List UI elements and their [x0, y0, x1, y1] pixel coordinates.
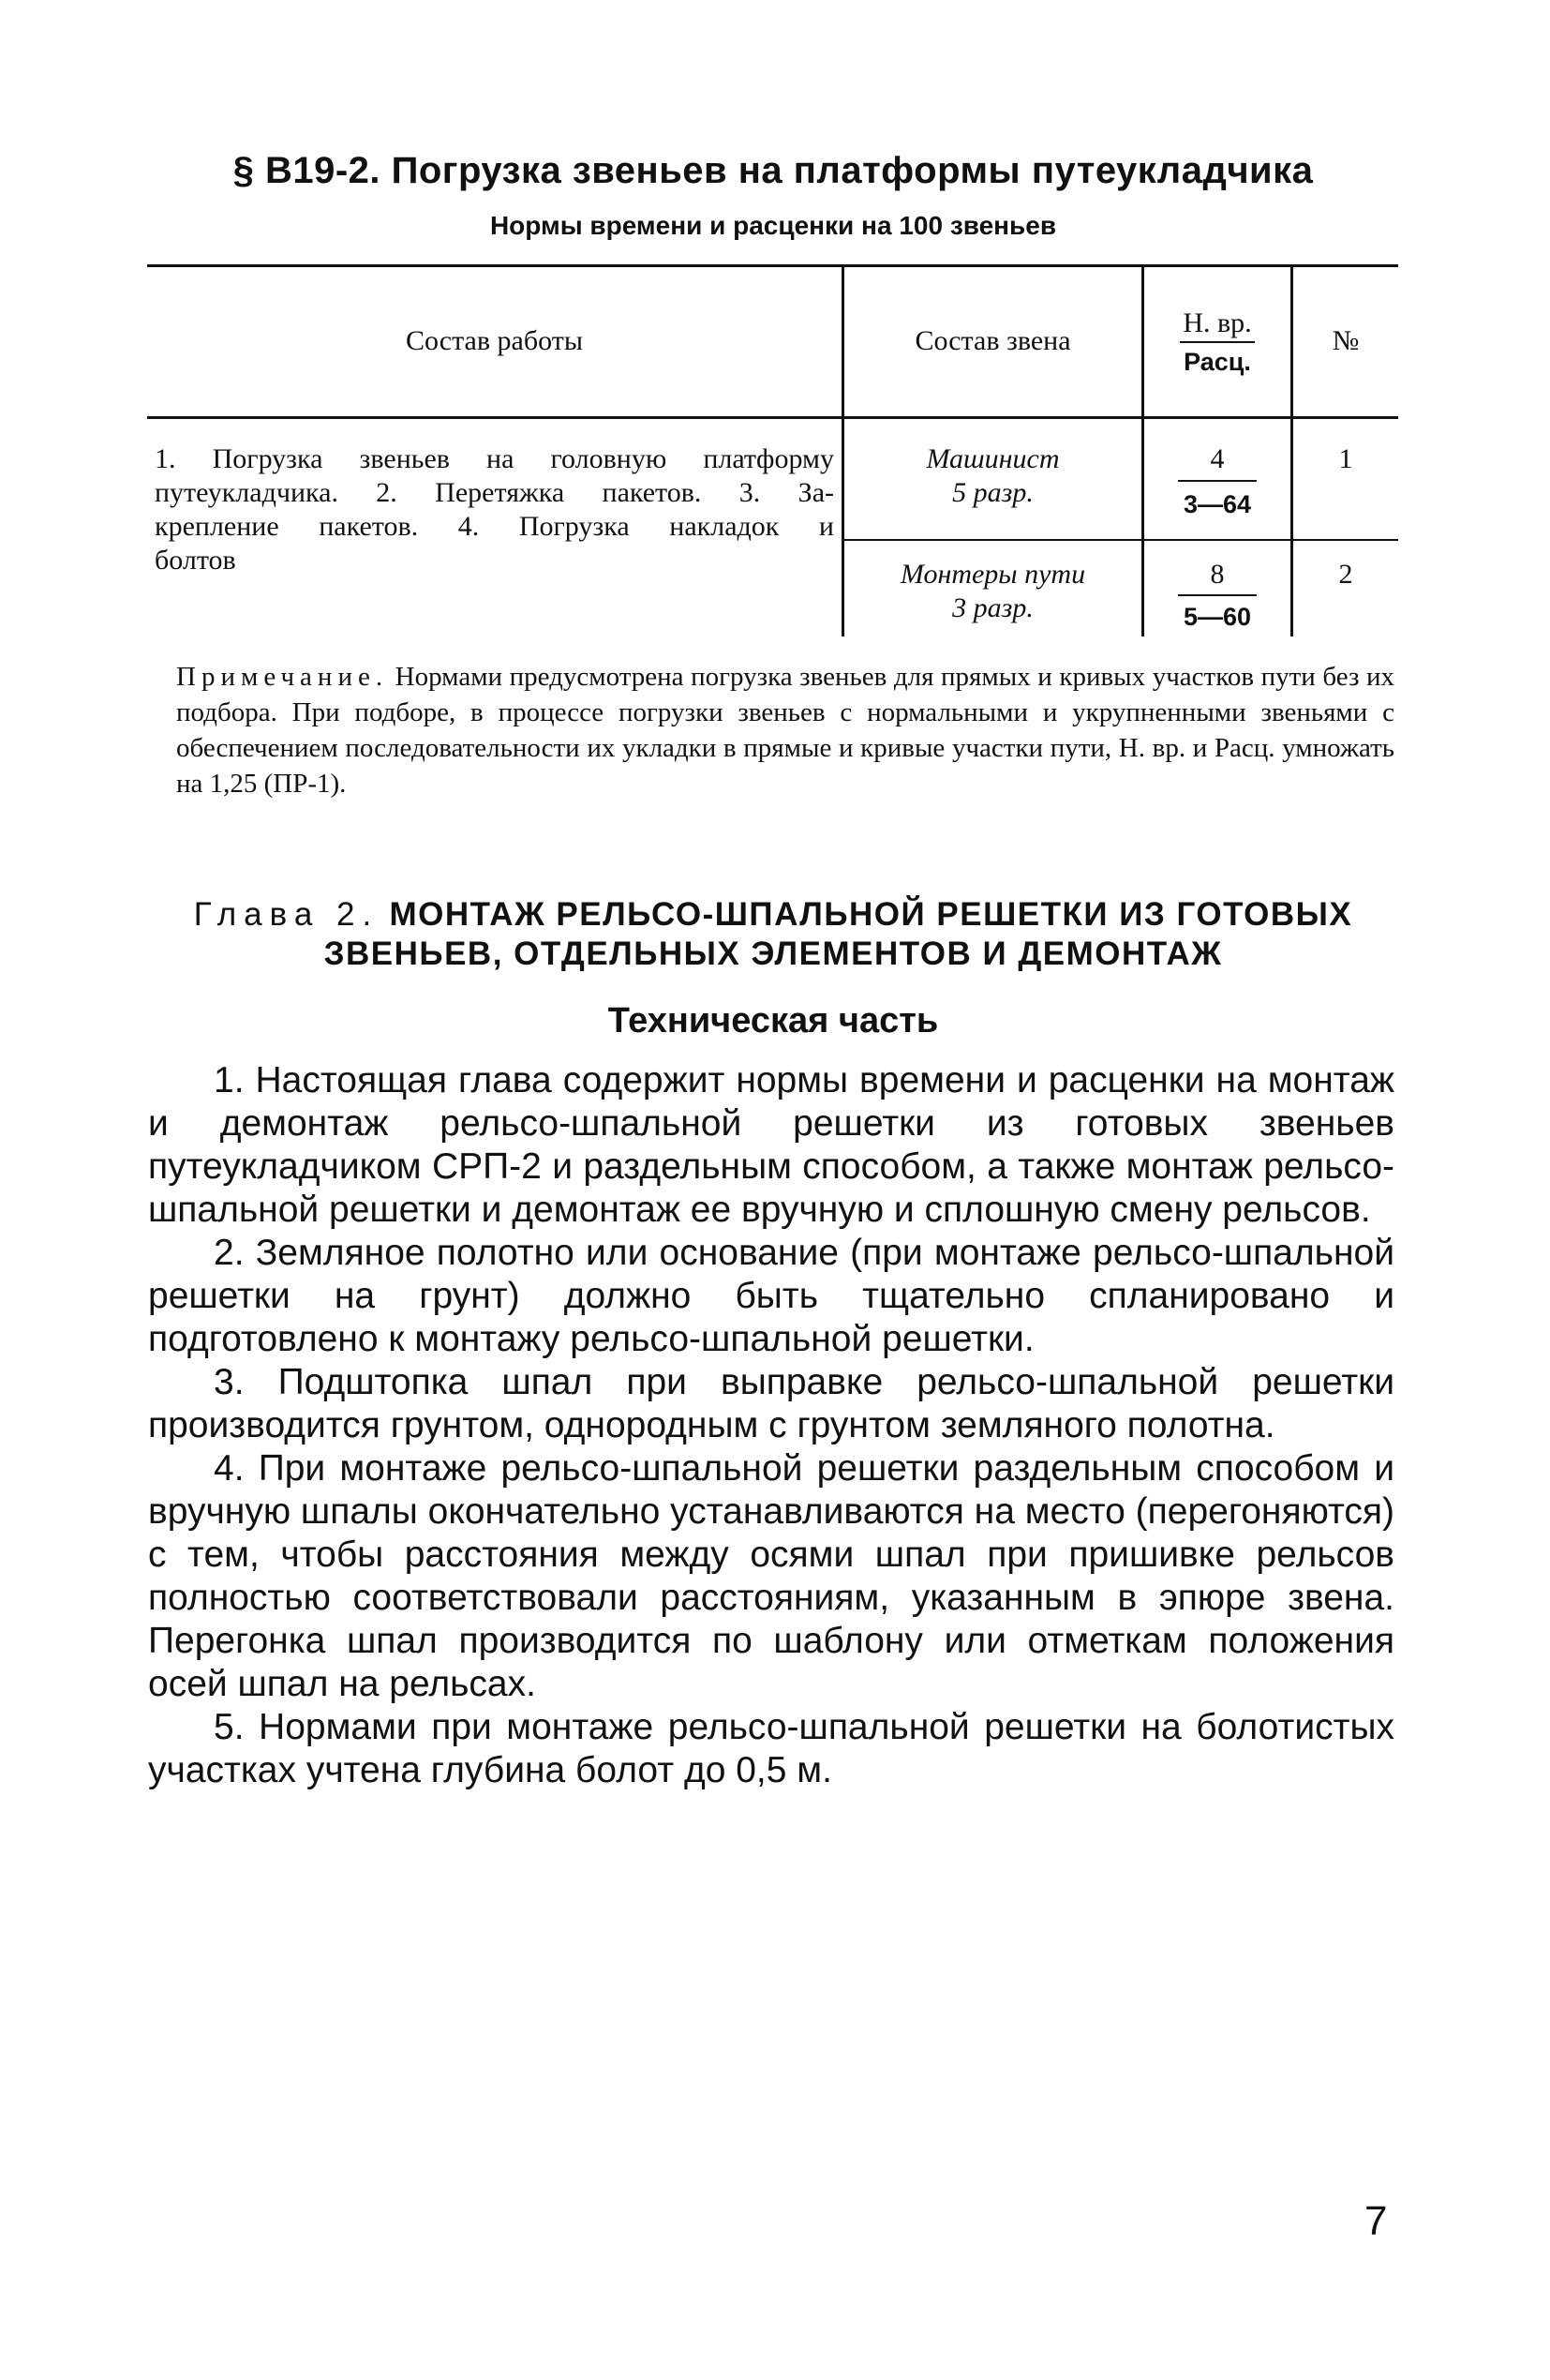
chapter-heading: [141, 895, 1406, 974]
table-row-divider: [843, 539, 1398, 541]
work-line: крепление пакетов. 4. Погрузка накладок и: [155, 511, 834, 542]
fraction-line: [1178, 594, 1257, 596]
crew-role: Машинист: [926, 443, 1060, 474]
note-label: Примечание.: [176, 662, 389, 692]
paragraph: 1. Настоящая глава содержит нормы времени и расценки на монтаж и демонтаж рельсо-шпальной решетки из готовых звеньев путеукладчиком СРП-2 и раздельным способом, а также монтаж рельсо-шпальной решетки и демонтаж ее вручную и сплошную смену рельсов.: [148, 1060, 1394, 1230]
rate-value: 5—60: [1183, 603, 1252, 631]
work-line: путеукладчика. 2. Перетяжка пакетов. 3. За-: [155, 477, 834, 508]
header-rate: Расц.: [1184, 348, 1251, 376]
chapter-line-1: [141, 895, 1406, 935]
header-work: Состав работы: [406, 325, 583, 356]
chapter-label: Глава 2.: [193, 896, 380, 933]
crew-role: Монтеры пути: [900, 559, 1086, 590]
work-description: [155, 442, 834, 577]
table-header-rule: [147, 416, 1398, 419]
paragraph: 4. При монтаже рельсо-шпальной решетки раздельным способом и вручную шпалы окончательно устанавливаются на место (перегоняются) с тем, чтобы расстояния между осями шпал при пришивке рельсов полностью соответствовали расстояниям, указанным в эпюре звена. Перегонка шпал производится по шаблону или отметкам положения осей шпал на рельсах.: [148, 1448, 1394, 1704]
fraction-line: [1178, 480, 1257, 482]
norm-time-value: 4: [1210, 443, 1225, 474]
paragraph: 2. Земляное полотно или основание (при монтаже рельсо-шпальной решетки на грунт) должно быть тщательно спланировано и подготовлено к монтажу рельсо-шпальной решетки.: [148, 1233, 1394, 1359]
note-text: Нормами предусмотрена погрузка звеньев для прямых и кривых участков пути без их подбора. При подборе, в процессе погрузки звеньев с нормальными и укрупненными звеньями с обеспечением последовательности их укладки в прямые и кривые участки пути, Н. вр. и Расц. умножать на 1,25 (ПР-1).: [176, 662, 1394, 799]
section-subtitle: Нормы времени и расценки на 100 звеньев: [489, 211, 1057, 240]
technical-part-title: Техническая часть: [607, 1001, 939, 1040]
paragraph: 3. Подштопка шпал при выправке рельсо-шпальной решетки производится грунтом, однородным с грунтом земляного полотна.: [148, 1362, 1394, 1445]
header-number: №: [1332, 325, 1360, 356]
paragraph: 5. Нормами при монтаже рельсо-шпальной решетки на болотистых участках учтена глубина болот до 0,5 м.: [148, 1707, 1394, 1790]
crew-grade: 3 разр.: [952, 592, 1034, 623]
header-crew: Состав звена: [915, 325, 1071, 356]
technical-part-body: [148, 1059, 1394, 1792]
chapter-title-line-1: МОНТАЖ РЕЛЬСО-ШПАЛЬНОЙ РЕШЕТКИ ИЗ ГОТОВЫХ: [389, 896, 1353, 933]
table-top-rule: [147, 264, 1398, 267]
crew-grade: 5 разр.: [952, 477, 1034, 508]
row-number: 1: [1338, 443, 1353, 474]
rate-value: 3—64: [1183, 490, 1252, 518]
work-line: болтов: [155, 545, 236, 576]
page-number: 7: [1364, 2198, 1388, 2244]
table-note: [176, 659, 1394, 801]
section-title: § В19-2. Погрузка звеньев на платформы путеукладчика: [232, 150, 1314, 191]
norm-time-value: 8: [1210, 559, 1225, 590]
norms-table: [147, 264, 1398, 636]
row-number: 2: [1338, 559, 1353, 590]
work-line: 1. Погрузка звеньев на головную платформу: [155, 443, 834, 474]
header-fraction-line: [1180, 341, 1255, 343]
header-norm-time: Н. вр.: [1183, 307, 1252, 338]
chapter-title-line-2: ЗВЕНЬЕВ, ОТДЕЛЬНЫХ ЭЛЕМЕНТОВ И ДЕМОНТАЖ: [323, 936, 1223, 972]
